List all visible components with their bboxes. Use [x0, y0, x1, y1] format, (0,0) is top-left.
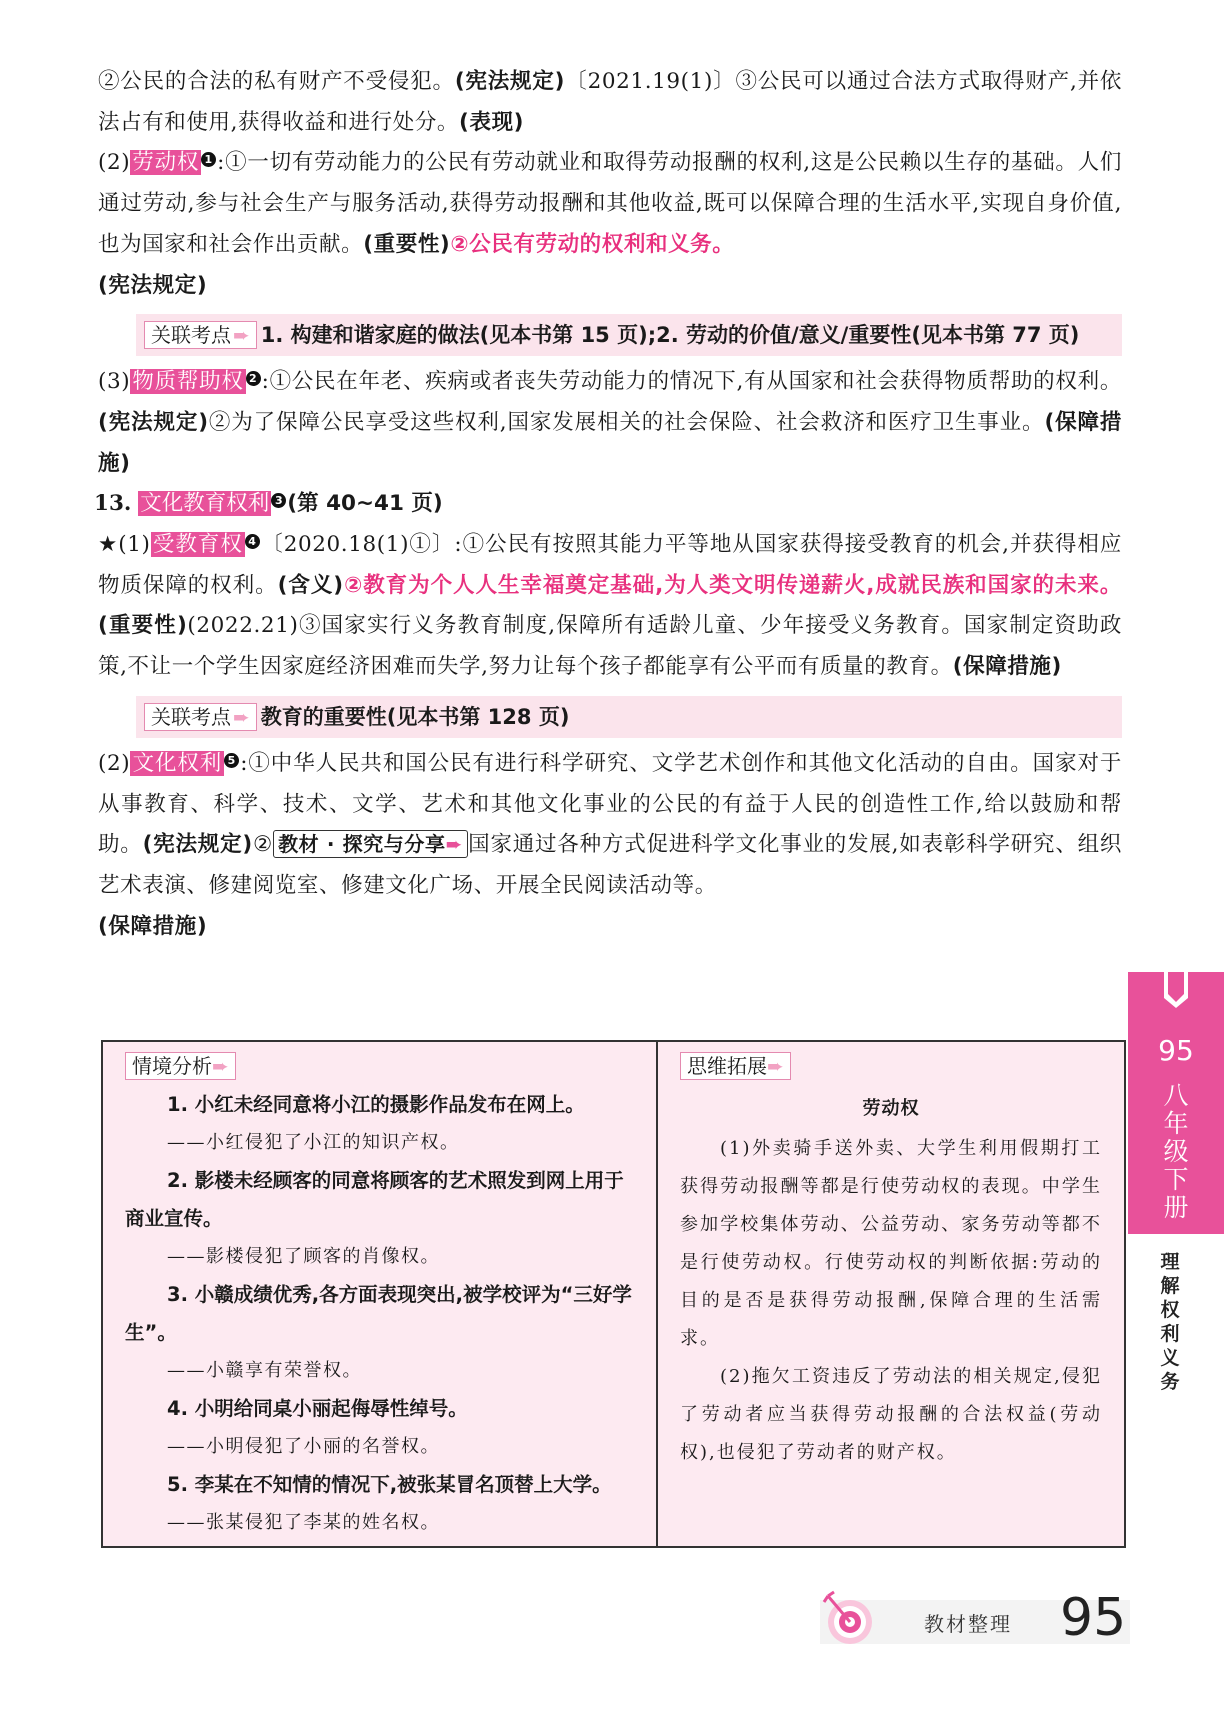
footer-label: 教材整理	[924, 1612, 1012, 1636]
related-text: 1. 构建和谐家庭的做法(见本书第 15 页);2. 劳动的价值/意义/重要性(见本书第 77 页)	[260, 323, 1080, 348]
context-answer: ——小红侵犯了小江的知识产权。	[167, 1132, 460, 1153]
context-answer: ——小赣享有荣誉权。	[167, 1360, 362, 1381]
context-answer: ——小明侵犯了小丽的名誉权。	[167, 1436, 440, 1457]
footnote-marker: 2	[246, 371, 261, 386]
arrow-right-icon: ➨	[212, 1054, 229, 1078]
side-page-number: 95	[1158, 1034, 1194, 1067]
chapter-char: 务	[1160, 1371, 1180, 1393]
context-tag	[125, 1052, 236, 1080]
arrow-right-icon: ➨	[233, 704, 250, 729]
related-tag	[144, 703, 257, 731]
main-content	[94, 62, 1123, 947]
grade-char: 级	[1163, 1137, 1189, 1166]
chapter-char: 权	[1160, 1299, 1180, 1321]
paragraph-property	[98, 62, 1122, 143]
footer	[820, 1588, 1130, 1648]
category-label: (重要性)	[98, 613, 188, 639]
text: (2022.21)③国家实行义务教育制度,保障所有适龄儿童、少年接受义务教育。国家制定资助政策,不让一个学生因家庭经济困难而失学,努力让每个孩子都能享有公平而有质量的教育。	[98, 613, 1122, 680]
text: ②公民的合法的私有财产不受侵犯。	[98, 69, 455, 94]
page-number: 95	[1060, 1588, 1127, 1648]
chapter-title-vertical	[1158, 1250, 1182, 1394]
footnote-marker: 4	[245, 534, 260, 549]
context-analysis	[103, 1042, 658, 1546]
context-list	[125, 1086, 638, 1542]
category-label: (保障措施)	[952, 654, 1062, 680]
term-highlight: 文化教育权利	[140, 491, 270, 517]
extension-panel	[101, 1040, 1126, 1548]
related-exam-point	[136, 314, 1122, 356]
context-question: 2. 影楼未经顾客的同意将顾客的艺术照发到网上用于商业宣传。	[125, 1169, 624, 1230]
text: ②为了保障公民享受这些权利,国家发展相关的社会保险、社会救济和医疗卫生事业。	[208, 409, 1045, 435]
text: :①公民有按照其能力平等地从国家获得接受教育的机会,并获得相应物质保障的权利。	[98, 532, 1122, 598]
footnote-marker: 3	[271, 493, 286, 508]
thinking-paragraph: (1)外卖骑手送外卖、大学生利用假期打工获得劳动报酬等都是行使劳动权的表现。中学生参加学校集体劳动、公益劳动、家务劳动等都不是行使劳动权。行使劳动权的判断依据:劳动的目的是否是获得劳动报酬,保障合理的生活需求。	[680, 1138, 1102, 1349]
text: 〔2021.19(1)〕③公民可以通过合法方式取得财产,并依法占有和使用,获得收益和进行处分。	[98, 69, 1122, 135]
arrow-right-icon: ➨	[445, 832, 463, 857]
grade-label	[1128, 1082, 1224, 1222]
section-heading	[94, 484, 1122, 525]
chapter-char: 义	[1160, 1347, 1180, 1369]
related-tag-label: 关联考点	[151, 323, 231, 348]
term-highlight: 文化权利	[132, 750, 223, 776]
paragraph-cultural-right	[98, 744, 1122, 948]
term-highlight: 劳动权	[132, 150, 200, 176]
page-ref: (第 40~41 页)	[287, 491, 443, 517]
paragraph-labor-right	[98, 143, 1122, 306]
context-question: 5. 李某在不知情的情况下,被张某冒名顶替上大学。	[167, 1473, 612, 1496]
key-point: ②公民有劳动的权利和义务。	[450, 231, 735, 257]
side-tab	[1128, 972, 1224, 1234]
thinking-paragraph: (2)拖欠工资违反了劳动法的相关规定,侵犯了劳动者应当获得劳动报酬的合法权益(劳动权),也侵犯了劳动者的财产权。	[680, 1366, 1102, 1463]
item-number: (3)	[98, 369, 131, 395]
arrow-right-icon: ➨	[233, 323, 250, 348]
context-tag-label: 情境分析	[132, 1054, 212, 1078]
context-answer: ——张某侵犯了李某的姓名权。	[167, 1512, 440, 1533]
term-highlight: 物质帮助权	[132, 369, 244, 395]
related-text: 教育的重要性(见本书第 128 页)	[260, 704, 570, 729]
category-label: (表现)	[459, 109, 525, 135]
thinking-title: 劳动权	[862, 1098, 920, 1119]
text: :①一切有劳动能力的公民有劳动就业和取得劳动报酬的权利,这是公民赖以生存的基础。人们通过劳动,参与社会生产与服务活动,获得劳动报酬和其他收益,既可以保障合理的生活水平,实现自身价值,也为国家和社会作出贡献。	[98, 150, 1122, 257]
item-number: (2)	[98, 750, 131, 776]
text: :①公民在年老、疾病或者丧失劳动能力的情况下,有从国家和社会获得物质帮助的权利。	[261, 369, 1122, 395]
related-exam-point	[136, 696, 1122, 738]
bookmark-icon	[1128, 972, 1224, 1032]
category-label: (保障措施)	[98, 409, 1122, 476]
item-number: (2)	[98, 150, 131, 176]
category-label: (宪法规定)	[98, 409, 209, 435]
context-question: 1. 小红未经同意将小江的摄影作品发布在网上。	[167, 1093, 585, 1116]
category-label: (含义)	[277, 572, 344, 598]
exam-ref: 〔2020.18(1)①〕	[260, 532, 455, 558]
text: 国家通过各种方式促进科学文化事业的发展,如表彰科学研究、组织艺术表演、修建阅览室、修建文化广场、开展全民阅读活动等。	[98, 832, 1123, 898]
grade-char: 下	[1163, 1165, 1189, 1194]
key-point: ②教育为个人人生幸福奠定基础,为人类文明传递薪火,成就民族和国家的未来。	[343, 572, 1122, 598]
target-icon	[820, 1588, 880, 1648]
grade-char: 册	[1163, 1193, 1189, 1222]
chapter-char: 解	[1160, 1275, 1180, 1297]
context-question: 3. 小赣成绩优秀,各方面表现突出,被学校评为“三好学生”。	[125, 1283, 632, 1344]
textbook-tag-label: 教材 · 探究与分享	[278, 832, 446, 857]
category-label: (重要性)	[363, 231, 451, 257]
thinking-tag	[680, 1052, 791, 1080]
context-answer: ——影楼侵犯了顾客的肖像权。	[167, 1246, 440, 1267]
chapter-char: 利	[1160, 1323, 1180, 1345]
related-tag	[144, 321, 257, 349]
star-item-number: ★(1)	[98, 532, 151, 558]
section-number: 13.	[94, 491, 132, 517]
category-label: (宪法规定)	[454, 69, 566, 94]
text: :①中华人民共和国公民有进行科学研究、文学艺术创作和其他文化活动的自由。国家对于从事教育、科学、技术、文学、艺术和其他文化事业的公民的有益于人民的创造性工作,给以鼓励和帮助。	[98, 750, 1123, 858]
related-tag-label: 关联考点	[151, 704, 231, 729]
grade-char: 八	[1163, 1081, 1189, 1110]
text: ②	[252, 832, 274, 858]
arrow-right-icon: ➨	[767, 1054, 784, 1078]
thinking-extension	[658, 1042, 1124, 1546]
chapter-char: 理	[1160, 1251, 1180, 1273]
term-highlight: 受教育权	[152, 532, 243, 558]
textbook-tag	[273, 830, 468, 858]
thinking-body	[680, 1090, 1102, 1472]
category-label: (保障措施)	[98, 913, 208, 939]
context-question: 4. 小明给同桌小丽起侮辱性绰号。	[167, 1397, 468, 1420]
footnote-marker: 1	[201, 152, 216, 167]
category-label: (宪法规定)	[98, 272, 208, 298]
grade-char: 年	[1163, 1109, 1189, 1138]
paragraph-education-right	[98, 525, 1122, 688]
footnote-marker: 5	[224, 753, 239, 768]
paragraph-material-aid	[98, 362, 1122, 484]
thinking-tag-label: 思维拓展	[687, 1054, 767, 1078]
category-label: (宪法规定)	[142, 832, 253, 858]
